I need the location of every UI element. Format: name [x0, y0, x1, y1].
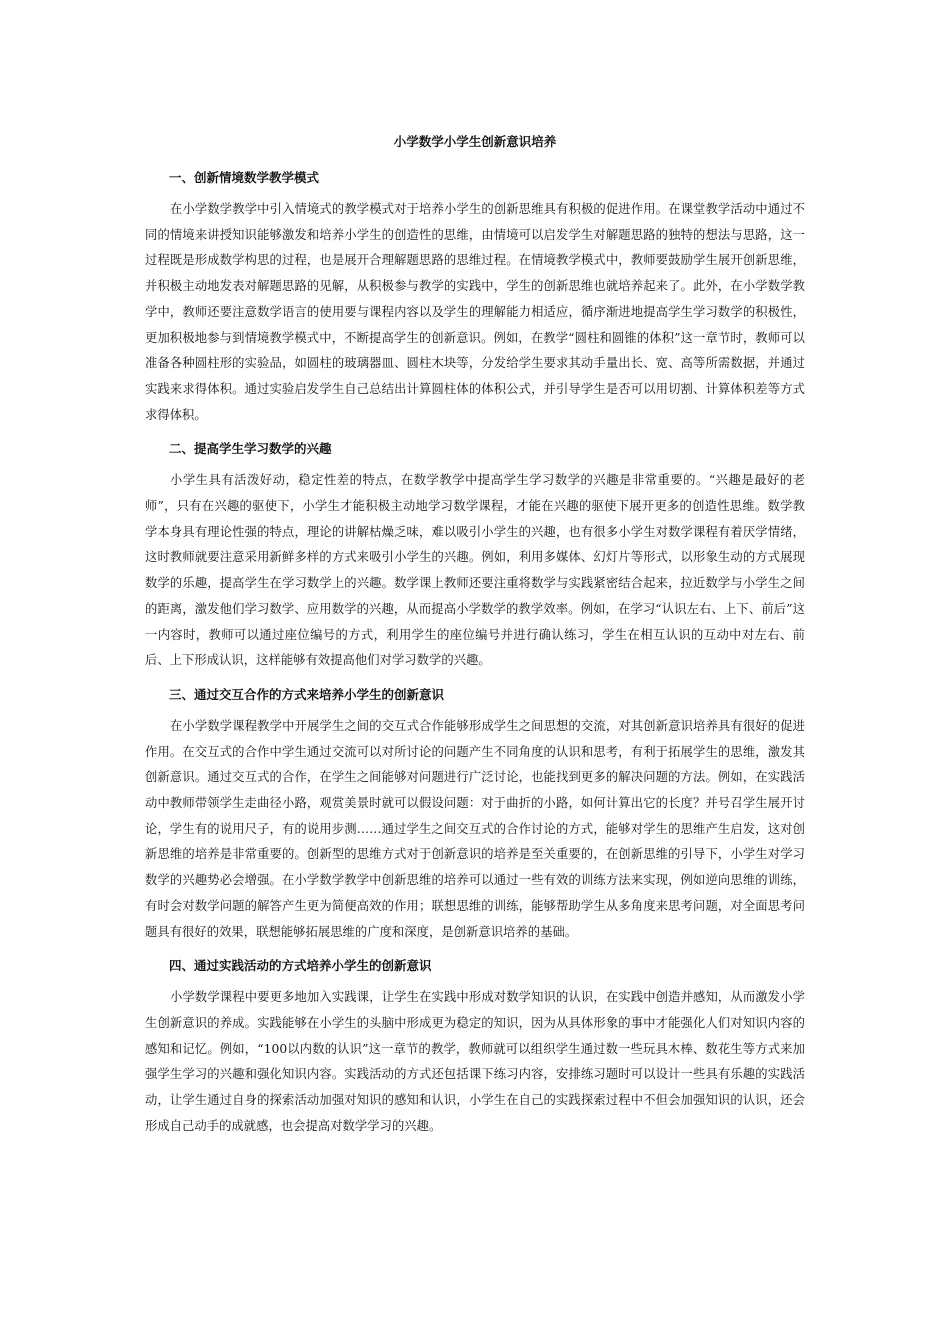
- document-title: 小学数学小学生创新意识培养: [393, 134, 557, 149]
- document-body: [145, 168, 805, 1151]
- section-heading: 二、提高学生学习数学的兴趣: [169, 441, 332, 457]
- section-2: [145, 439, 805, 674]
- section-4: [145, 956, 805, 1139]
- section-heading: 一、创新情境数学教学模式: [169, 170, 320, 185]
- section-heading: 三、通过交互合作的方式来培养小学生的创新意识: [169, 686, 445, 702]
- section-paragraph: 在小学数学课程教学中开展学生之间的交互式合作能够形成学生之间思想的交流，对其创新意识培养具有很好的促进作用。在交互式的合作中学生通过交流可以对所讨论的问题产生不同角度的认识和思考，有利于拓展学生的思维，激发其创新意识。通过交互式的合作，在学生之间能够对问题进行广泛讨论，也能找到更多的解决问题的方法。例如，在实践活动中教师带领学生走曲径小路，观赏美景时就可以假设问题：对于曲折的小路，如何计算出它的长度？并号召学生展开讨论，学生有的说用尺子，有的说用步测……通过学生之间交互式的合作讨论的方式，能够对学生的思维产生启发，这对创新思维的培养是非常重要的。创新型的思维方式对于创新意识的培养是至关重要的，在创新思维的引导下，小学生对学习数学的兴趣势必会增强。在小学数学教学中创新思维的培养可以通过一些有效的训练方法来实现，例如逆向思维的训练，有时会对数学问题的解答产生更为简便高效的作用；联想思维的训练，能够帮助学生从多角度来思考问题，对全面思考问题具有很好的效果，联想能够拓展思维的广度和深度，是创新意识培养的基础。: [145, 718, 805, 939]
- section-heading: 四、通过实践活动的方式培养小学生的创新意识: [169, 958, 432, 974]
- section-paragraph: 小学数学课程中要更多地加入实践课，让学生在实践中形成对数学知识的认识，在实践中创造并感知，从而激发小学生创新意识的养成。实践能够在小学生的头脑中形成更为稳定的知识，因为从具体形象的事中才能强化人们对知识内容的感知和记忆。例如，“100以内数的认识”这一章节的教学，教师就可以组织学生通过数一些玩具木棒、数花生等方式来加强学生学习的兴趣和强化知识内容。实践活动的方式还包括课下练习内容，安排练习题时可以设计一些具有乐趣的实践活动，让学生通过自身的探索活动加强对知识的感知和认识，小学生在自己的实践探索过程中不但会加强知识的认识，还会形成自己动手的成就感，也会提高对数学学习的兴趣。: [145, 990, 805, 1133]
- section-paragraph: 小学生具有活泼好动，稳定性差的特点，在数学教学中提高学生学习数学的兴趣是非常重要的。“兴趣是最好的老师”，只有在兴趣的驱使下，小学生才能积极主动地学习数学课程，才能在兴趣的驱使下展开更多的创造性思维。数学教学本身具有理论性强的特点，理论的讲解枯燥乏味，难以吸引小学生的兴趣，也有很多小学生对数学课程有着厌学情绪，这时教师就要注意采用新鲜多样的方式来吸引小学生的兴趣。例如，利用多媒体、幻灯片等形式，以形象生动的方式展现数学的乐趣，提高学生在学习数学上的兴趣。数学课上教师还要注重将数学与实践紧密结合起来，拉近数学与小学生之间的距离，激发他们学习数学、应用数学的兴趣，从而提高小学数学的教学效率。例如，在学习“认识左右、上下、前后”这一内容时，教师可以通过座位编号的方式，利用学生的座位编号并进行确认练习，学生在相互认识的互动中对左右、前后、上下形成认识，这样能够有效提高他们对学习数学的兴趣。: [145, 473, 805, 668]
- section-3: [145, 685, 805, 945]
- section-1: [145, 168, 805, 428]
- section-paragraph: 在小学数学教学中引入情境式的教学模式对于培养小学生的创新思维具有积极的促进作用。在课堂教学活动中通过不同的情境来讲授知识能够激发和培养小学生的创造性的思维，由情境可以启发学生对解题思路的独特的想法与思路，这一过程既是形成数学构思的过程，也是展开合理解题思路的思维过程。在情境教学模式中，教师要鼓励学生展开创新思维，并积极主动地发表对解题思路的见解，从积极参与教学的实践中，学生的创新思维也就培养起来了。此外，在小学数学教学中，教师还要注意数学语言的使用要与课程内容以及学生的理解能力相适应，循序渐进地提高学生学习数学的积极性，更加积极地参与到情境教学模式中，不断提高学生的创新意识。例如，在教学“圆柱和圆锥的体积”这一章节时，教师可以准备各种圆柱形的实验品，如圆柱的玻璃器皿、圆柱木块等，分发给学生要求其动手量出长、宽、高等所需数据，并通过实践来求得体积。通过实验启发学生自己总结出计算圆柱体的体积公式，并引导学生是否可以用切割、计算体积差等方式求得体积。: [145, 202, 805, 422]
